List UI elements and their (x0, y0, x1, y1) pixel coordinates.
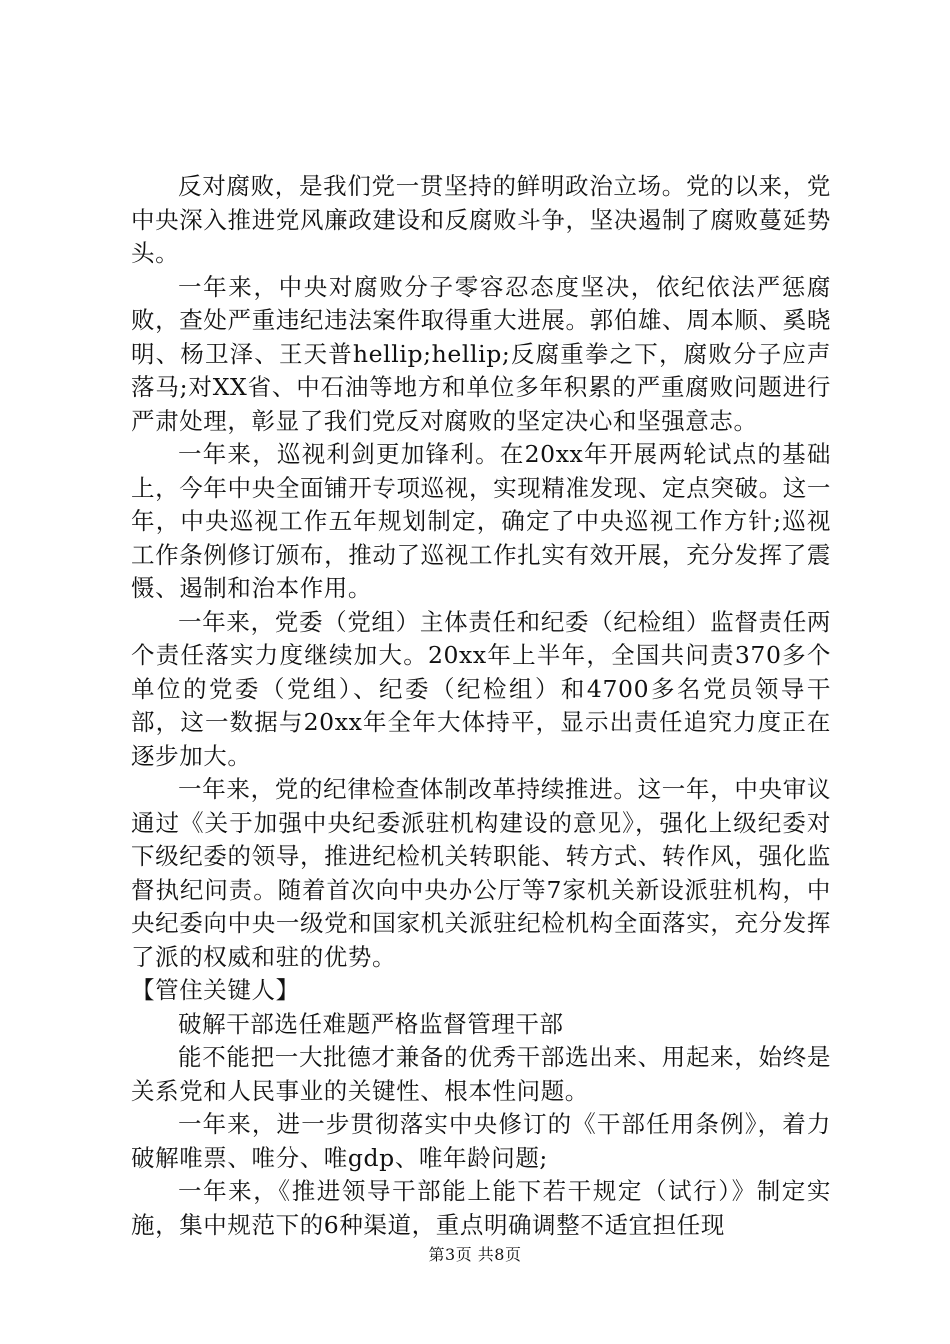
paragraph-3: 一年来，巡视利剑更加锋利。在20xx年开展两轮试点的基础上，今年中央全面铺开专项巡视，实现精准发现、定点突破。这一年，中央巡视工作五年规划制定，确定了中央巡视工作方针;巡视工作条例修订颁布，推动了巡视工作扎实有效开展，充分发挥了震慑、遏制和治本作用。 (131, 440, 831, 602)
paragraph-7: 一年来，进一步贯彻落实中央修订的《干部任用条例》，着力破解唯票、唯分、唯gdp、唯年龄问题; (131, 1110, 831, 1172)
paragraph-1: 反对腐败，是我们党一贯坚持的鲜明政治立场。党的以来，党中央深入推进党风廉政建设和反腐败斗争，坚决遏制了腐败蔓延势头。 (131, 172, 831, 267)
document-body (131, 170, 831, 1242)
section-heading: 【管住关键人】 (131, 976, 300, 1004)
paragraph-4: 一年来，党委（党组）主体责任和纪委（纪检组）监督责任两个责任落实力度继续加大。20xx年上半年，全国共问责370多个单位的党委（党组）、纪委（纪检组）和4700多名党员领导干部，这一数据与20xx年全年大体持平，显示出责任追究力度正在逐步加大。 (131, 607, 831, 770)
paragraph-6: 能不能把一大批德才兼备的优秀干部选出来、用起来，始终是关系党和人民事业的关键性、根本性问题。 (131, 1043, 831, 1105)
section-subheading: 破解干部选任难题严格监督管理干部 (178, 1009, 564, 1038)
paragraph-2: 一年来，中央对腐败分子零容忍态度坚决，依纪依法严惩腐败，查处严重违纪违法案件取得重大进展。郭伯雄、周本顺、奚晓明、杨卫泽、王天普hellip;hellip;反腐重拳之下，腐败分子应声落马;对XX省、中石油等地方和单位多年积累的严重腐败问题进行严肃处理，彰显了我们党反对腐败的坚定决心和坚强意志。 (131, 272, 831, 435)
page-footer: 第3页 共8页 (428, 1245, 522, 1264)
paragraph-5: 一年来，党的纪律检查体制改革持续推进。这一年，中央审议通过《关于加强中央纪委派驻机构建设的意见》，强化上级纪委对下级纪委的领导，推进纪检机关转职能、转方式、转作风，强化监督执纪问责。随着首次向中央办公厅等7家机关新设派驻机构，中央纪委向中央一级党和国家机关派驻纪检机构全面落实，充分发挥了派的权威和驻的优势。 (131, 775, 831, 971)
paragraph-8: 一年来，《推进领导干部能上能下若干规定（试行）》制定实施，集中规范下的6种渠道，重点明确调整不适宜担任现 (131, 1177, 831, 1239)
